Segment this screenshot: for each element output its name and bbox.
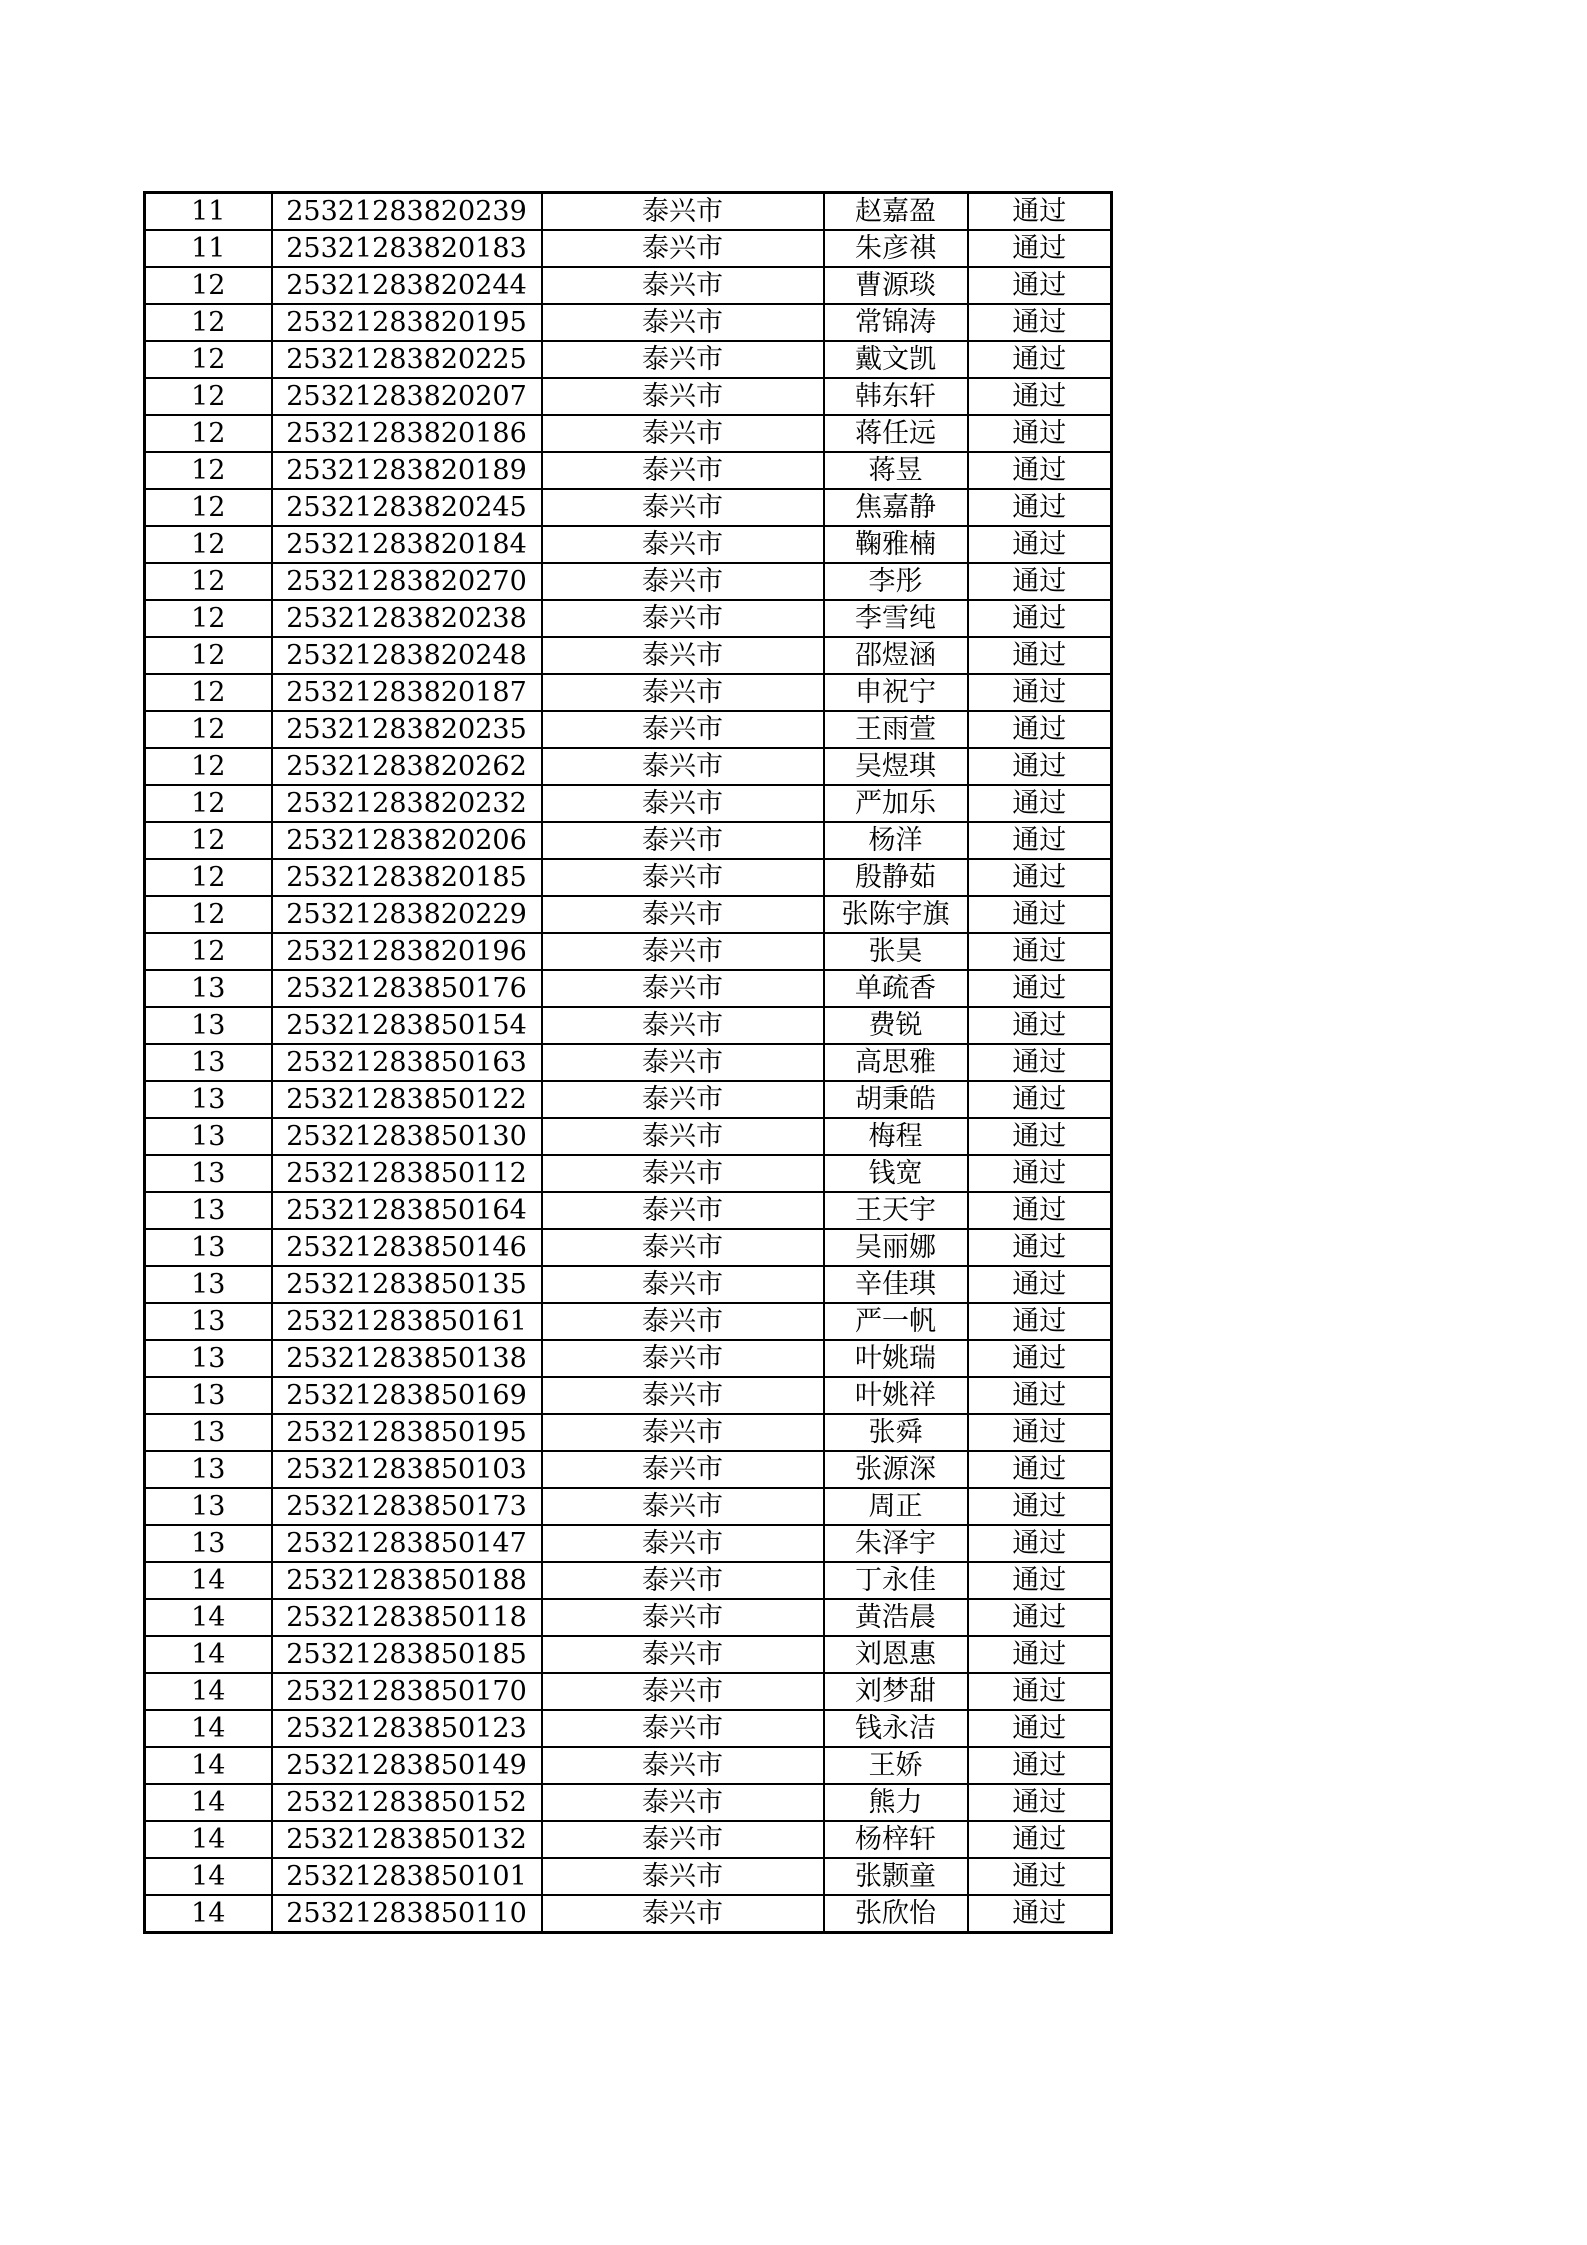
cell-city: 泰兴市: [542, 1562, 824, 1599]
cell-name: 叶姚瑞: [824, 1340, 968, 1377]
cell-exam-id: 25321283850149: [272, 1747, 542, 1784]
cell-exam-id: 25321283820235: [272, 711, 542, 748]
cell-result: 通过: [968, 1599, 1112, 1636]
cell-result: 通过: [968, 1673, 1112, 1710]
cell-exam-id: 25321283820262: [272, 748, 542, 785]
cell-result: 通过: [968, 1340, 1112, 1377]
cell-name: 韩东轩: [824, 378, 968, 415]
cell-result: 通过: [968, 859, 1112, 896]
cell-group: 13: [145, 1377, 272, 1414]
table-row: [145, 1895, 1112, 1933]
table-row: [145, 1340, 1112, 1377]
cell-name: 胡秉皓: [824, 1081, 968, 1118]
table-row: [145, 970, 1112, 1007]
cell-exam-id: 25321283820244: [272, 267, 542, 304]
table-row: [145, 267, 1112, 304]
table-row: [145, 1710, 1112, 1747]
table-row: [145, 1488, 1112, 1525]
cell-result: 通过: [968, 489, 1112, 526]
cell-name: 申祝宁: [824, 674, 968, 711]
cell-name: 张欣怡: [824, 1895, 968, 1933]
cell-group: 13: [145, 1303, 272, 1340]
table-row: [145, 711, 1112, 748]
cell-city: 泰兴市: [542, 1710, 824, 1747]
cell-city: 泰兴市: [542, 1229, 824, 1266]
table-row: [145, 1747, 1112, 1784]
table-row: [145, 526, 1112, 563]
results-table-body: [145, 193, 1112, 1933]
cell-name: 杨梓轩: [824, 1821, 968, 1858]
cell-exam-id: 25321283850195: [272, 1414, 542, 1451]
cell-exam-id: 25321283820248: [272, 637, 542, 674]
cell-result: 通过: [968, 674, 1112, 711]
cell-result: 通过: [968, 230, 1112, 267]
cell-exam-id: 25321283850112: [272, 1155, 542, 1192]
cell-group: 14: [145, 1562, 272, 1599]
cell-result: 通过: [968, 193, 1112, 231]
cell-name: 李彤: [824, 563, 968, 600]
table-row: [145, 748, 1112, 785]
cell-name: 周正: [824, 1488, 968, 1525]
cell-city: 泰兴市: [542, 1155, 824, 1192]
cell-name: 鞠雅楠: [824, 526, 968, 563]
cell-name: 赵嘉盈: [824, 193, 968, 231]
table-row: [145, 1081, 1112, 1118]
cell-result: 通过: [968, 1747, 1112, 1784]
cell-name: 张颢童: [824, 1858, 968, 1895]
cell-name: 高思雅: [824, 1044, 968, 1081]
cell-result: 通过: [968, 1895, 1112, 1933]
table-row: [145, 1229, 1112, 1266]
cell-name: 李雪纯: [824, 600, 968, 637]
cell-city: 泰兴市: [542, 1377, 824, 1414]
cell-group: 12: [145, 415, 272, 452]
cell-exam-id: 25321283850135: [272, 1266, 542, 1303]
cell-exam-id: 25321283820225: [272, 341, 542, 378]
cell-group: 14: [145, 1636, 272, 1673]
cell-exam-id: 25321283820187: [272, 674, 542, 711]
table-row: [145, 822, 1112, 859]
cell-result: 通过: [968, 1821, 1112, 1858]
cell-name: 钱宽: [824, 1155, 968, 1192]
cell-result: 通过: [968, 1525, 1112, 1562]
cell-group: 14: [145, 1710, 272, 1747]
cell-group: 12: [145, 785, 272, 822]
cell-exam-id: 25321283850101: [272, 1858, 542, 1895]
cell-name: 张昊: [824, 933, 968, 970]
cell-city: 泰兴市: [542, 1784, 824, 1821]
cell-city: 泰兴市: [542, 1895, 824, 1933]
cell-city: 泰兴市: [542, 637, 824, 674]
table-row: [145, 1266, 1112, 1303]
cell-group: 14: [145, 1858, 272, 1895]
cell-city: 泰兴市: [542, 896, 824, 933]
cell-name: 刘梦甜: [824, 1673, 968, 1710]
table-row: [145, 230, 1112, 267]
cell-name: 费锐: [824, 1007, 968, 1044]
cell-result: 通过: [968, 267, 1112, 304]
cell-exam-id: 25321283820196: [272, 933, 542, 970]
cell-group: 12: [145, 304, 272, 341]
cell-group: 12: [145, 896, 272, 933]
table-row: [145, 452, 1112, 489]
cell-exam-id: 25321283820183: [272, 230, 542, 267]
cell-group: 13: [145, 1414, 272, 1451]
cell-group: 12: [145, 341, 272, 378]
cell-exam-id: 25321283820185: [272, 859, 542, 896]
cell-city: 泰兴市: [542, 1858, 824, 1895]
table-row: [145, 378, 1112, 415]
cell-result: 通过: [968, 1562, 1112, 1599]
cell-group: 12: [145, 859, 272, 896]
cell-group: 12: [145, 378, 272, 415]
cell-name: 王娇: [824, 1747, 968, 1784]
table-row: [145, 1044, 1112, 1081]
table-row: [145, 1525, 1112, 1562]
cell-city: 泰兴市: [542, 970, 824, 1007]
cell-group: 14: [145, 1599, 272, 1636]
cell-exam-id: 25321283820245: [272, 489, 542, 526]
cell-group: 13: [145, 1192, 272, 1229]
cell-exam-id: 25321283820195: [272, 304, 542, 341]
cell-exam-id: 25321283820189: [272, 452, 542, 489]
cell-name: 吴丽娜: [824, 1229, 968, 1266]
table-row: [145, 563, 1112, 600]
cell-result: 通过: [968, 415, 1112, 452]
cell-exam-id: 25321283820232: [272, 785, 542, 822]
table-row: [145, 1414, 1112, 1451]
table-row: [145, 1821, 1112, 1858]
table-row: [145, 1118, 1112, 1155]
cell-result: 通过: [968, 341, 1112, 378]
cell-name: 钱永洁: [824, 1710, 968, 1747]
cell-name: 吴煜琪: [824, 748, 968, 785]
cell-exam-id: 25321283820238: [272, 600, 542, 637]
cell-result: 通过: [968, 1118, 1112, 1155]
cell-result: 通过: [968, 822, 1112, 859]
cell-name: 邵煜涵: [824, 637, 968, 674]
cell-city: 泰兴市: [542, 1673, 824, 1710]
cell-exam-id: 25321283850161: [272, 1303, 542, 1340]
cell-group: 12: [145, 637, 272, 674]
cell-exam-id: 25321283850147: [272, 1525, 542, 1562]
cell-city: 泰兴市: [542, 267, 824, 304]
cell-name: 丁永佳: [824, 1562, 968, 1599]
cell-name: 辛佳琪: [824, 1266, 968, 1303]
cell-exam-id: 25321283850169: [272, 1377, 542, 1414]
cell-group: 12: [145, 748, 272, 785]
cell-exam-id: 25321283820184: [272, 526, 542, 563]
cell-group: 13: [145, 1266, 272, 1303]
cell-name: 叶姚祥: [824, 1377, 968, 1414]
cell-group: 12: [145, 489, 272, 526]
cell-city: 泰兴市: [542, 489, 824, 526]
cell-result: 通过: [968, 1451, 1112, 1488]
cell-result: 通过: [968, 1007, 1112, 1044]
cell-group: 12: [145, 822, 272, 859]
cell-name: 蒋任远: [824, 415, 968, 452]
table-row: [145, 1636, 1112, 1673]
cell-group: 12: [145, 526, 272, 563]
table-row: [145, 415, 1112, 452]
table-row: [145, 341, 1112, 378]
cell-result: 通过: [968, 1414, 1112, 1451]
table-row: [145, 637, 1112, 674]
cell-city: 泰兴市: [542, 1488, 824, 1525]
table-row: [145, 674, 1112, 711]
cell-group: 13: [145, 1340, 272, 1377]
cell-result: 通过: [968, 785, 1112, 822]
cell-exam-id: 25321283820229: [272, 896, 542, 933]
cell-city: 泰兴市: [542, 1340, 824, 1377]
cell-name: 张陈宇旗: [824, 896, 968, 933]
cell-group: 12: [145, 711, 272, 748]
cell-result: 通过: [968, 1266, 1112, 1303]
cell-result: 通过: [968, 896, 1112, 933]
cell-name: 张源深: [824, 1451, 968, 1488]
table-row: [145, 859, 1112, 896]
cell-name: 梅程: [824, 1118, 968, 1155]
table-row: [145, 193, 1112, 231]
cell-exam-id: 25321283850152: [272, 1784, 542, 1821]
cell-name: 蒋昱: [824, 452, 968, 489]
cell-result: 通过: [968, 1155, 1112, 1192]
cell-group: 11: [145, 193, 272, 231]
cell-exam-id: 25321283850170: [272, 1673, 542, 1710]
cell-city: 泰兴市: [542, 1118, 824, 1155]
cell-group: 12: [145, 563, 272, 600]
cell-exam-id: 25321283850122: [272, 1081, 542, 1118]
table-row: [145, 1562, 1112, 1599]
cell-result: 通过: [968, 1044, 1112, 1081]
table-row: [145, 933, 1112, 970]
cell-exam-id: 25321283820207: [272, 378, 542, 415]
cell-city: 泰兴市: [542, 452, 824, 489]
cell-name: 严一帆: [824, 1303, 968, 1340]
cell-group: 13: [145, 1044, 272, 1081]
cell-group: 13: [145, 1118, 272, 1155]
cell-name: 杨洋: [824, 822, 968, 859]
cell-group: 12: [145, 674, 272, 711]
cell-name: 曹源琰: [824, 267, 968, 304]
cell-exam-id: 25321283850103: [272, 1451, 542, 1488]
cell-group: 13: [145, 1525, 272, 1562]
cell-group: 13: [145, 1451, 272, 1488]
cell-exam-id: 25321283820186: [272, 415, 542, 452]
cell-exam-id: 25321283820239: [272, 193, 542, 231]
table-row: [145, 304, 1112, 341]
cell-name: 单疏香: [824, 970, 968, 1007]
cell-name: 常锦涛: [824, 304, 968, 341]
cell-exam-id: 25321283850176: [272, 970, 542, 1007]
cell-group: 12: [145, 600, 272, 637]
cell-group: 14: [145, 1895, 272, 1933]
table-row: [145, 1007, 1112, 1044]
cell-exam-id: 25321283850185: [272, 1636, 542, 1673]
cell-result: 通过: [968, 526, 1112, 563]
cell-exam-id: 25321283850163: [272, 1044, 542, 1081]
cell-city: 泰兴市: [542, 1303, 824, 1340]
cell-name: 熊力: [824, 1784, 968, 1821]
cell-group: 13: [145, 1155, 272, 1192]
cell-city: 泰兴市: [542, 822, 824, 859]
cell-group: 14: [145, 1747, 272, 1784]
cell-group: 12: [145, 452, 272, 489]
cell-result: 通过: [968, 563, 1112, 600]
cell-city: 泰兴市: [542, 674, 824, 711]
cell-group: 13: [145, 1488, 272, 1525]
cell-result: 通过: [968, 933, 1112, 970]
cell-group: 11: [145, 230, 272, 267]
table-row: [145, 489, 1112, 526]
cell-city: 泰兴市: [542, 785, 824, 822]
cell-group: 13: [145, 1229, 272, 1266]
cell-group: 13: [145, 1081, 272, 1118]
cell-exam-id: 25321283850173: [272, 1488, 542, 1525]
table-row: [145, 896, 1112, 933]
cell-name: 王天宇: [824, 1192, 968, 1229]
cell-name: 严加乐: [824, 785, 968, 822]
table-row: [145, 600, 1112, 637]
results-table: [143, 191, 1113, 1934]
cell-exam-id: 25321283850154: [272, 1007, 542, 1044]
cell-name: 张舜: [824, 1414, 968, 1451]
cell-city: 泰兴市: [542, 1821, 824, 1858]
cell-city: 泰兴市: [542, 193, 824, 231]
table-row: [145, 1451, 1112, 1488]
cell-city: 泰兴市: [542, 1044, 824, 1081]
cell-group: 12: [145, 267, 272, 304]
cell-city: 泰兴市: [542, 1451, 824, 1488]
cell-city: 泰兴市: [542, 1266, 824, 1303]
table-row: [145, 1303, 1112, 1340]
cell-city: 泰兴市: [542, 230, 824, 267]
cell-result: 通过: [968, 1710, 1112, 1747]
cell-name: 朱泽宇: [824, 1525, 968, 1562]
cell-city: 泰兴市: [542, 748, 824, 785]
cell-result: 通过: [968, 1081, 1112, 1118]
cell-name: 黄浩晨: [824, 1599, 968, 1636]
cell-name: 殷静茹: [824, 859, 968, 896]
cell-city: 泰兴市: [542, 1636, 824, 1673]
cell-city: 泰兴市: [542, 1081, 824, 1118]
cell-result: 通过: [968, 1636, 1112, 1673]
cell-name: 戴文凯: [824, 341, 968, 378]
table-row: [145, 1784, 1112, 1821]
table-row: [145, 1673, 1112, 1710]
cell-city: 泰兴市: [542, 1414, 824, 1451]
cell-city: 泰兴市: [542, 341, 824, 378]
cell-name: 王雨萱: [824, 711, 968, 748]
cell-name: 朱彦祺: [824, 230, 968, 267]
cell-result: 通过: [968, 378, 1112, 415]
cell-city: 泰兴市: [542, 1007, 824, 1044]
cell-result: 通过: [968, 637, 1112, 674]
cell-group: 14: [145, 1784, 272, 1821]
cell-name: 焦嘉静: [824, 489, 968, 526]
cell-result: 通过: [968, 1229, 1112, 1266]
cell-group: 13: [145, 970, 272, 1007]
table-row: [145, 1155, 1112, 1192]
cell-city: 泰兴市: [542, 1525, 824, 1562]
cell-result: 通过: [968, 600, 1112, 637]
cell-group: 14: [145, 1673, 272, 1710]
cell-result: 通过: [968, 452, 1112, 489]
cell-exam-id: 25321283850123: [272, 1710, 542, 1747]
cell-exam-id: 25321283850118: [272, 1599, 542, 1636]
cell-city: 泰兴市: [542, 526, 824, 563]
cell-city: 泰兴市: [542, 711, 824, 748]
cell-exam-id: 25321283850138: [272, 1340, 542, 1377]
cell-result: 通过: [968, 1784, 1112, 1821]
table-row: [145, 1377, 1112, 1414]
cell-result: 通过: [968, 748, 1112, 785]
cell-result: 通过: [968, 1192, 1112, 1229]
cell-result: 通过: [968, 711, 1112, 748]
cell-exam-id: 25321283850164: [272, 1192, 542, 1229]
cell-result: 通过: [968, 1377, 1112, 1414]
cell-city: 泰兴市: [542, 304, 824, 341]
cell-result: 通过: [968, 1858, 1112, 1895]
cell-result: 通过: [968, 1303, 1112, 1340]
table-row: [145, 785, 1112, 822]
cell-exam-id: 25321283850130: [272, 1118, 542, 1155]
cell-exam-id: 25321283850146: [272, 1229, 542, 1266]
cell-group: 14: [145, 1821, 272, 1858]
cell-name: 刘恩惠: [824, 1636, 968, 1673]
table-row: [145, 1858, 1112, 1895]
cell-exam-id: 25321283850132: [272, 1821, 542, 1858]
cell-city: 泰兴市: [542, 933, 824, 970]
cell-result: 通过: [968, 1488, 1112, 1525]
cell-city: 泰兴市: [542, 378, 824, 415]
table-row: [145, 1599, 1112, 1636]
table-row: [145, 1192, 1112, 1229]
cell-result: 通过: [968, 304, 1112, 341]
cell-exam-id: 25321283850110: [272, 1895, 542, 1933]
cell-city: 泰兴市: [542, 859, 824, 896]
cell-exam-id: 25321283850188: [272, 1562, 542, 1599]
cell-city: 泰兴市: [542, 600, 824, 637]
cell-group: 12: [145, 933, 272, 970]
cell-city: 泰兴市: [542, 563, 824, 600]
cell-city: 泰兴市: [542, 1599, 824, 1636]
cell-group: 13: [145, 1007, 272, 1044]
cell-exam-id: 25321283820270: [272, 563, 542, 600]
cell-exam-id: 25321283820206: [272, 822, 542, 859]
cell-city: 泰兴市: [542, 415, 824, 452]
cell-city: 泰兴市: [542, 1192, 824, 1229]
cell-city: 泰兴市: [542, 1747, 824, 1784]
cell-result: 通过: [968, 970, 1112, 1007]
